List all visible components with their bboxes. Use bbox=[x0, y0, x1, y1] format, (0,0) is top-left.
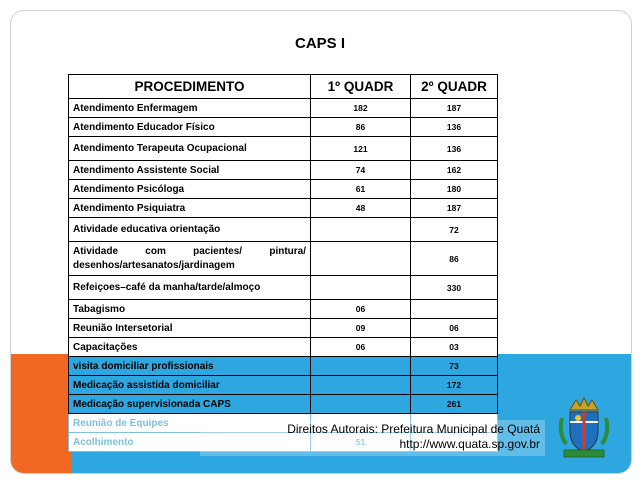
copyright-footer bbox=[0, 422, 540, 452]
row-q2 bbox=[411, 300, 498, 319]
row-q1 bbox=[311, 242, 411, 276]
table-row bbox=[69, 218, 498, 242]
table-row bbox=[69, 180, 498, 199]
row-q1: 09 bbox=[311, 319, 411, 338]
row-procedure: Capacitações bbox=[69, 338, 311, 357]
row-q1 bbox=[311, 376, 411, 395]
table-row bbox=[69, 395, 498, 414]
row-q1: 51 bbox=[311, 433, 411, 452]
row-q2: 06 bbox=[411, 319, 498, 338]
row-procedure: Medicação supervisionada CAPS bbox=[69, 395, 311, 414]
row-q1: 182 bbox=[311, 99, 411, 118]
row-procedure: Atendimento Assistente Social bbox=[69, 161, 311, 180]
orange-band bbox=[11, 354, 71, 473]
row-procedure: Tabagismo bbox=[69, 300, 311, 319]
row-q2: 261 bbox=[411, 395, 498, 414]
row-procedure: Medicação assistida domiciliar bbox=[69, 376, 311, 395]
row-q1 bbox=[311, 357, 411, 376]
row-procedure: Reunião de Equipes bbox=[69, 414, 311, 433]
copyright-line: Direitos Autorais: Prefeitura Municipal de Quatá bbox=[287, 422, 540, 436]
row-q2: 330 bbox=[411, 276, 498, 300]
row-q2: 162 bbox=[411, 161, 498, 180]
row-procedure: visita domiciliar profissionais bbox=[69, 357, 311, 376]
row-q2: 136 bbox=[411, 118, 498, 137]
row-q2: 187 bbox=[411, 199, 498, 218]
row-procedure: Atendimento Enfermagem bbox=[69, 99, 311, 118]
row-procedure: Acolhimento bbox=[69, 433, 311, 452]
row-procedure: Atividade com pacientes/ pintura/ desenhos/artesanatos/jardinagem bbox=[69, 242, 311, 276]
row-procedure: Atendimento Psiquiatra bbox=[69, 199, 311, 218]
row-q1 bbox=[311, 276, 411, 300]
row-q2: 73 bbox=[411, 357, 498, 376]
row-q1: 06 bbox=[311, 338, 411, 357]
row-q2: 136 bbox=[411, 137, 498, 161]
coat-of-arms-icon bbox=[556, 392, 612, 462]
row-q1: 06 bbox=[311, 300, 411, 319]
row-q1: 86 bbox=[311, 118, 411, 137]
row-procedure: Atividade educativa orientação bbox=[69, 218, 311, 242]
row-q1 bbox=[311, 395, 411, 414]
row-q2: 03 bbox=[411, 338, 498, 357]
table-header-row bbox=[69, 75, 498, 99]
row-procedure: Atendimento Educador Físico bbox=[69, 118, 311, 137]
table-row bbox=[69, 161, 498, 180]
row-q1: 48 bbox=[311, 199, 411, 218]
website-link[interactable]: http://www.quata.sp.gov.br bbox=[399, 437, 540, 451]
table-row bbox=[69, 376, 498, 395]
row-q2: 187 bbox=[411, 99, 498, 118]
row-q1 bbox=[311, 218, 411, 242]
row-q2: 86 bbox=[411, 242, 498, 276]
row-procedure: Reunião Intersetorial bbox=[69, 319, 311, 338]
table-row bbox=[69, 118, 498, 137]
table-row bbox=[69, 242, 498, 276]
table-row bbox=[69, 99, 498, 118]
header-procedimento: PROCEDIMENTO bbox=[69, 75, 311, 99]
slide-title: CAPS I bbox=[294, 35, 345, 52]
header-q2: 2º QUADR bbox=[411, 75, 498, 99]
table-row bbox=[69, 319, 498, 338]
header-q1: 1º QUADR bbox=[311, 75, 411, 99]
row-q1: 74 bbox=[311, 161, 411, 180]
row-procedure: Atendimento Psicóloga bbox=[69, 180, 311, 199]
table-row bbox=[69, 199, 498, 218]
table-row bbox=[69, 276, 498, 300]
row-q1: 61 bbox=[311, 180, 411, 199]
row-procedure: Refeiçoes–café da manha/tarde/almoço bbox=[69, 276, 311, 300]
row-q2: 172 bbox=[411, 376, 498, 395]
table-row bbox=[69, 300, 498, 319]
table-row bbox=[69, 357, 498, 376]
table-row bbox=[69, 137, 498, 161]
procedures-table bbox=[68, 74, 498, 452]
row-q2: 72 bbox=[411, 218, 498, 242]
row-q2: 180 bbox=[411, 180, 498, 199]
row-q1: 121 bbox=[311, 137, 411, 161]
row-procedure: Atendimento Terapeuta Ocupacional bbox=[69, 137, 311, 161]
table-row bbox=[69, 338, 498, 357]
